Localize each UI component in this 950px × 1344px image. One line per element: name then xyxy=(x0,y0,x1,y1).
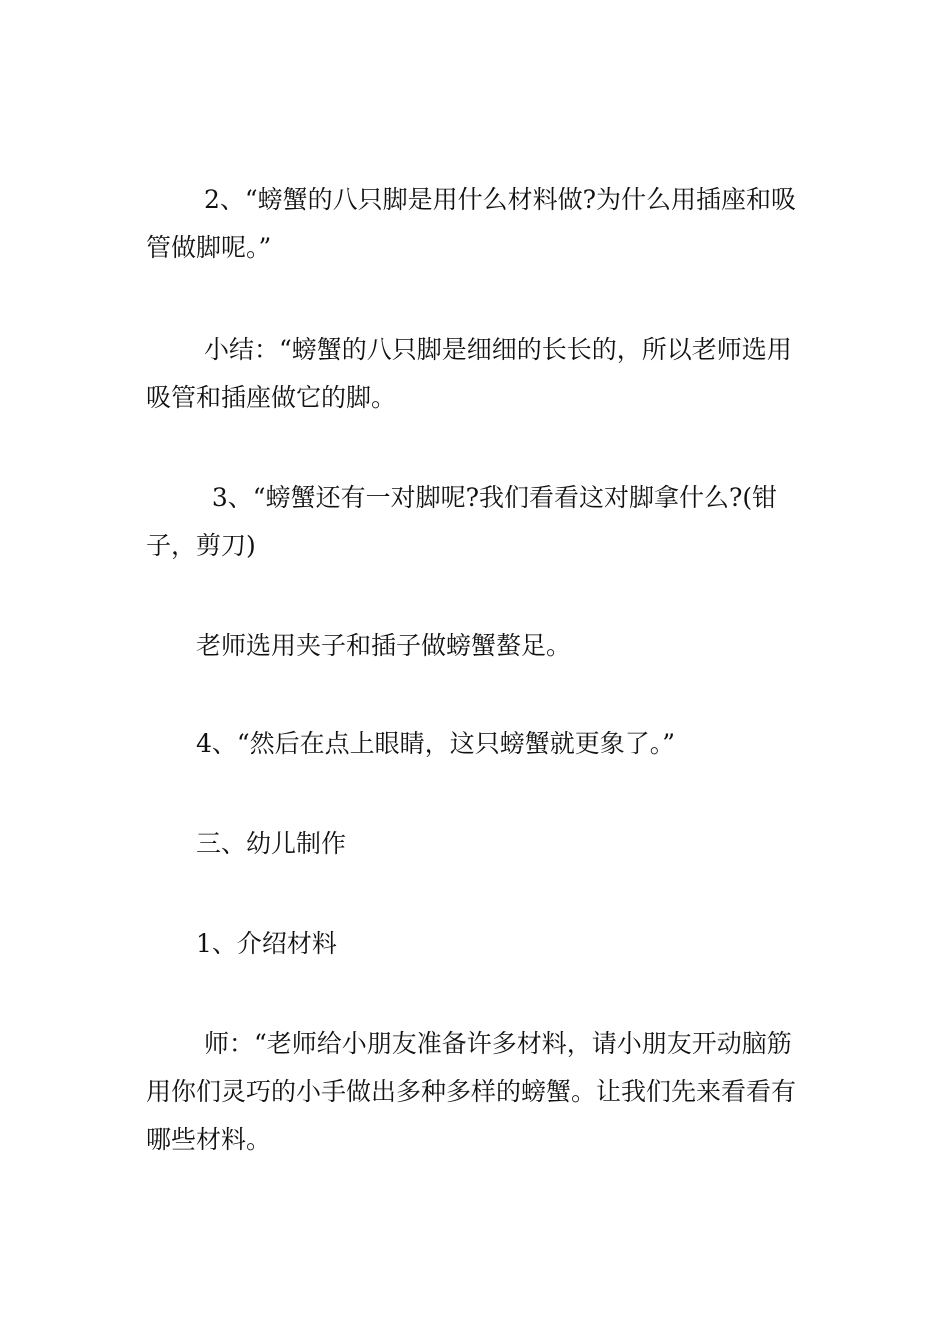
paragraph-teacher: 师：“老师给小朋友准备许多材料，请小朋友开动脑筋用你们灵巧的小手做出多种多样的螃蟹。让我们先来看看有哪些材料。 xyxy=(146,1029,797,1154)
paragraph-summary: 小结：“螃蟹的八只脚是细细的长长的，所以老师选用吸管和插座做它的脚。 xyxy=(146,335,792,412)
paragraph-step-3: 3、“螃蟹还有一对脚呢?我们看看这对脚拿什么?(钳子，剪刀) xyxy=(146,483,778,560)
subheading-1: 1、介绍材料 xyxy=(146,929,337,958)
section-heading-3: 三、幼儿制作 xyxy=(146,829,347,858)
paragraph-step-4: 4、“然后在点上眼睛，这只螃蟹就更象了。” xyxy=(146,729,675,758)
paragraph-claws: 老师选用夹子和插子做螃蟹螯足。 xyxy=(146,631,572,660)
paragraph-step-2: 2、“螃蟹的八只脚是用什么材料做?为什么用插座和吸管做脚呢。” xyxy=(146,185,797,262)
